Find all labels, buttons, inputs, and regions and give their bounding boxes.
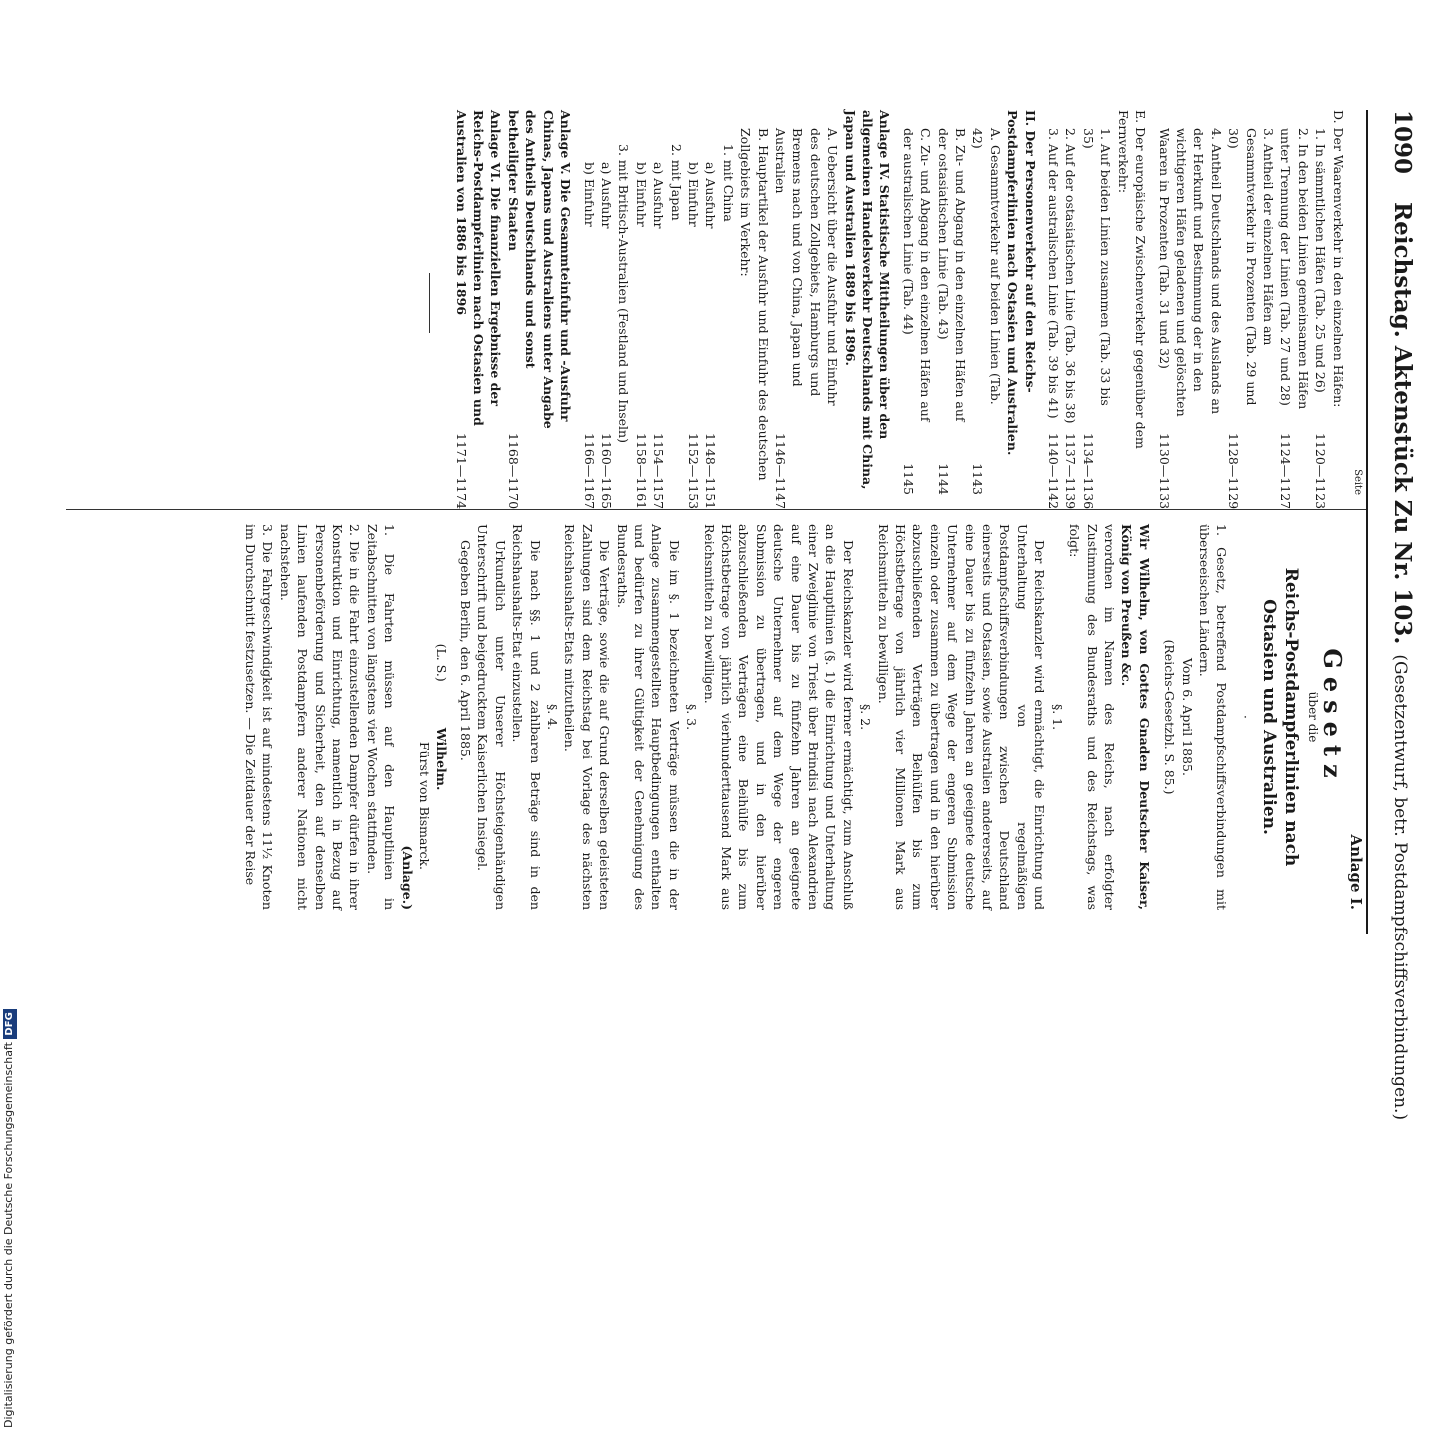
law-gazette: (Reichs-Gesetzbl. S. 85.) [1162,639,1178,795]
section-2-head: §. 2. [858,703,874,731]
anlage-label: Anlage I. [1347,834,1365,910]
toc-entry: 2. In den beiden Linien gemeinsamen Häfen unter Trennung der Linien (Tab. 27 und 28) 1124—1127 [1278,128,1311,510]
law-verordnen: verordnen im Namen des Reichs, nach erfolgter Zustimmung des Bundesraths und des Reichstags, was folgt: [1067,524,1117,910]
section-4-text: Die nach §§. 1 und 2 zahlbaren Beträge sind in den Reichshaushalts-Etat einzustellen. [510,524,543,910]
toc-entry: 1. In sämmtlichen Häfen (Tab. 25 und 26) 1120—1123 [1313,128,1329,510]
dfg-logo: DFG [3,1009,17,1038]
page-number: 1090 [1389,110,1416,175]
toc-e-intro: E. Der europäische Zwischenverkehr gegenüber dem Fernverkehr: [1115,110,1149,449]
digitization-credit [0,428,18,1434]
law-column [66,510,1366,910]
toc-b2-intro: 2. mit Japan [668,144,684,221]
toc-entry: a) Ausfuhr 1148—1151 [703,162,719,510]
section-3-text2: Die Verträge, sowie die auf Grund derselben geleisteten Zahlungen sind dem Reichstag bei Vorlage des nächsten Reichshaushalts-Etats mitzutheilen. [562,524,613,910]
seal-line [433,524,450,910]
page-header [1366,110,1416,1121]
section-3-head: §. 3. [684,703,700,731]
toc-entry: a) Ausfuhr 1154—1157 [651,162,667,510]
toc-entry: Anlage V. Die Gesammteinfuhr und -Ausfuhr Chinas, Japans und Australiens unter Angabe des Antheils Deutschlands und sonst betheiligter Staaten 1168—1170 [505,110,574,510]
page-title: Reichstag. Aktenstück Zu Nr. 103. [1389,202,1416,645]
toc-anlage4b-intro: B. Hauptartikel der Ausfuhr und Einfuhr des deutschen Zollgebiets im Verkehr: [738,128,771,481]
toc-entry: A. Gesammtverkehr auf beiden Linien (Tab. 42) 1143 [970,128,1003,495]
anlage-paren: (Anlage.) [399,845,415,910]
toc-entry: 3. Auf der australischen Linie (Tab. 39 bis 41) 1140—1142 [1046,128,1062,510]
toc-entry: 2. Auf der ostasiatischen Linie (Tab. 36 bis 38) 1137—1139 [1063,128,1079,510]
signature: Wilhelm. [434,727,450,791]
law-wir: Wir Wilhelm, von Gottes Gnaden Deutscher Kaiser, König von Preußen &c. [1119,524,1152,910]
toc-entry: b) Einfuhr 1166—1167 [581,162,597,510]
two-columns [66,110,1366,934]
ornament-dot: · [1237,715,1253,719]
toc-b1-intro: 1. mit China [720,144,736,222]
toc-entry: 1. Auf beiden Linien zusammen (Tab. 33 bis 35) 1134—1136 [1080,128,1114,510]
toc-anlage4-intro: Anlage IV. Statistische Mittheilungen über den allgemeinen Handelsverkehr Deutschlands mit China, Japan und Australien 1889 bis 1896. [842,110,893,490]
section-4-head: §. 4. [544,703,560,731]
condition-2: 2. Die in die Fahrt einzustellenden Dampfer dürfen in ihrer Konstruktion und Einrichtung, namentlich in Bezug auf Personenbeförderung und Sicherheit, den auf denselben Linien laufenden Postdampfern anderer Nationen nicht nachstehen. [277,524,363,910]
toc-entry: Anlage VI. Die finanziellen Ergebnisse der Reichs-Postdampferlinien nach Ostasien und Australien von 1886 bis 1896 1171—1174 [453,110,504,510]
law-title: Gesetz [1317,648,1347,786]
law-given: Gegeben Berlin, den 6. April 1885. [457,540,473,761]
page-subtitle: (Gesetzentwurf, betr. Postdampfschiffsverbindungen.) [1390,654,1410,1121]
law-urkund: Urkundlich unter Unserer Höchsteigenhändigen Unterschrift und beigedrucktem Kaiserlichen Insiegel. [475,524,508,910]
toc-entry: A. Uebersicht über die Ausfuhr und Einfuhr des deutschen Zollgebiets, Hamburgs und Bremens nach und von China, Japan und Australien 1146—1147 [773,128,841,510]
seal: (L. S.) [434,643,450,682]
seite-label: Seite [1352,469,1363,495]
countersignature: Fürst von Bismarck. [417,741,433,870]
law-date: Vom 6. April 1885. [1179,658,1195,776]
toc-d-intro: D. Der Waarenverkehr in den einzelnen Häfen: [1330,110,1346,408]
toc-entry: a) Ausfuhr 1160—1165 [598,162,614,510]
credit-text: Digitalisierung gefördert durch die Deutsche Forschungsgemeinschaft [2,1042,15,1428]
law-item-1: 1. Gesetz, betreffend Postdampfschiffsverbindungen mit überseeischen Ländern. [1196,524,1230,910]
toc-entry: B. Zu- und Abgang in den einzelnen Häfen auf der ostasiatischen Linie (Tab. 43) 1144 [935,128,969,495]
condition-1: 1. Die Fahrten müssen auf den Hauptlinien in Zeitabschnitten von längstens vier Wochen stattfinden. [364,524,398,910]
toc-entry: 3. Antheil der einzelnen Häfen am Gesammtverkehr in Prozenten (Tab. 29 und 30) 1128—1129 [1226,128,1276,510]
toc-entry: C. Zu- und Abgang in den einzelnen Häfen auf der australischen Linie (Tab. 44) 1145 [900,128,934,495]
toc-column [66,110,1366,510]
section-1-text: Der Reichskanzler wird ermächtigt, die Einrichtung und Unterhaltung von regelmäßigen Postdampfschiffsverbindungen zwischen Deutschland einerseits und Ostasien, sowie Australien andererseits, auf eine Dauer bis zu fünfzehn Jahren an geeignete deutsche Unternehmer auf dem Wege der engeren Submission einzeln oder zusammen zu übertragen und in den hierüber abzuschließenden Verträgen Beihülfen bis zum Höchstbetrage von jährlich vier Millionen Mark aus Reichsmitteln zu bewilligen. [875,524,1048,910]
toc-ii-intro: II. Der Personenverkehr auf den Reichs-Postdampferlinien nach Ostasien und Australien. [1005,110,1038,456]
section-2-text: Der Reichskanzler wird ferner ermächtigt, zum Anschluß an die Hauptlinien (§. 1) die Einrichtung und Unterhaltung einer Zweiglinie von Triest über Brindisi nach Alexandrien auf eine Dauer bis zu fünfzehn Jahren an geeignete deutsche Unternehmer auf dem Wege der engeren Submission zu übertragen, und in den hierüber abzuschließenden Verträgen eine Beihülfe bis zum Höchstbetrage von jährlich vierhunderttausend Mark aus Reichsmitteln zu bewilligen. [701,524,856,910]
toc-entry: b) Einfuhr 1152—1153 [685,162,701,510]
toc-b3-intro: 3. mit Britisch-Australien (Festland und Inseln) [616,144,632,443]
toc-entry: 4. Antheil Deutschlands und des Auslands an der Herkunft und Bestimmung der in den wichtigeren Häfen geladenen und gelöschten Waaren in Prozenten (Tab. 31 und 32) 1130—1133 [1156,128,1224,510]
toc-entry: b) Einfuhr 1158—1161 [633,162,649,510]
law-ueber: über die [1306,691,1321,743]
condition-3: 3. Die Fahrgeschwindigkeit ist auf mindestens 11½ Knoten im Durchschnitt festzusetzen. — Die Zeitdauer der Reise [243,524,276,910]
section-3-text: Die im §. 1 bezeichneten Verträge müssen die in der Anlage zusammengestellten Hauptbedingungen enthalten und bedürfen zu ihrer Gültigkeit der Genehmigung des Bundesraths. [614,524,682,910]
law-subject: Reichs-Postdampferlinien nach Ostasien und Australien. [1258,567,1301,867]
divider [429,273,430,333]
section-1-head: §. 1. [1049,703,1065,731]
